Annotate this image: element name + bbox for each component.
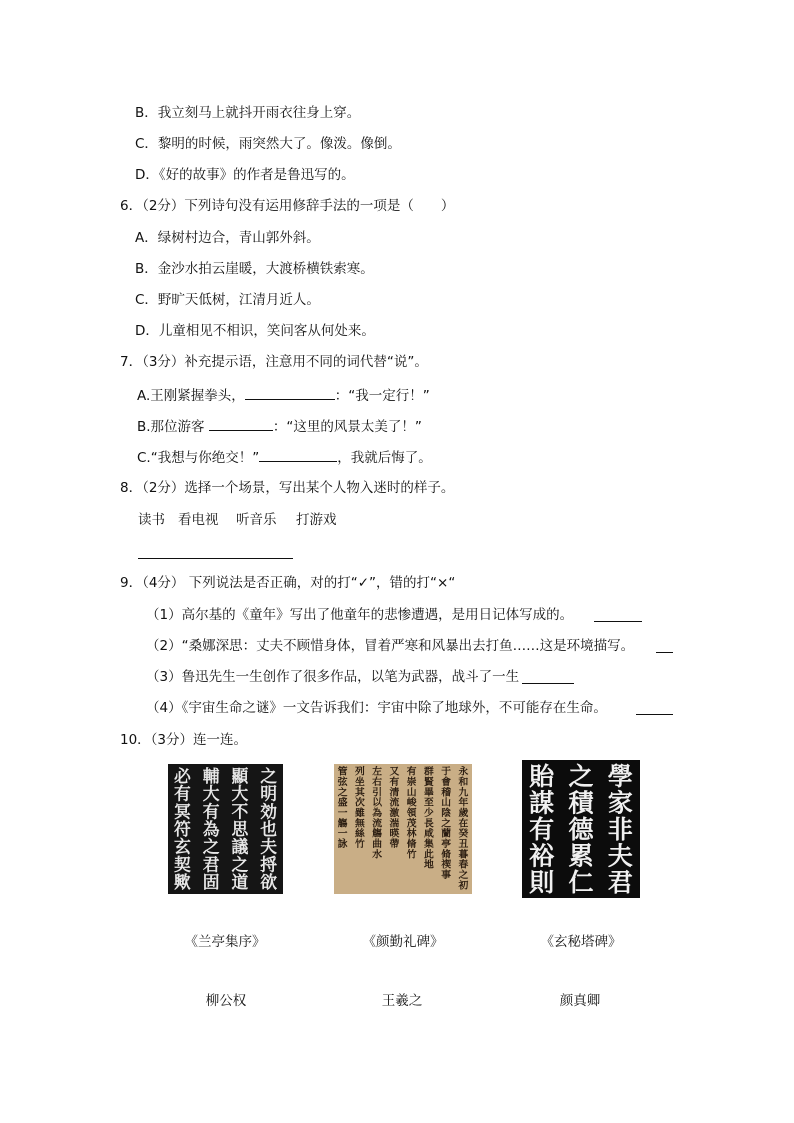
calligraphy-character: 引 xyxy=(372,787,383,799)
calligraphy-image-1-canvas xyxy=(168,764,283,894)
q8-option-3: 听音乐 xyxy=(236,512,277,528)
calligraphy-character: 裕 xyxy=(529,840,555,871)
q7-item-a xyxy=(137,385,430,405)
q6-option-d: D．儿童相见不相识，笑问客从何处来。 xyxy=(135,323,375,339)
calligraphy-image-2-canvas xyxy=(334,764,472,894)
calligraphy-character: 陰 xyxy=(441,808,452,819)
calligraphy-character: 有 xyxy=(202,801,220,822)
q9-item-2: （2）“桑娜深思：丈夫不顾惜身体，冒着严寒和风暴出去打鱼……这是环境描写。 xyxy=(146,638,635,654)
calligraphy-character: 君 xyxy=(202,854,220,875)
calligraphy-character: 絲 xyxy=(354,828,365,840)
calligraphy-character: 歟 xyxy=(173,872,191,893)
calligraphy-character: 冥 xyxy=(173,801,191,822)
calligraphy-character: 列 xyxy=(354,766,365,778)
q7-a-answer-blank[interactable] xyxy=(245,385,335,400)
calligraphy-character: 之 xyxy=(260,765,278,786)
calligraphy-character: 固 xyxy=(202,872,220,893)
calligraphy-image-2 xyxy=(334,764,472,894)
q9-item-3: （3）鲁迅先生一生创作了很多作品，以笔为武器，战斗了一生 xyxy=(146,669,520,685)
calligraphy-character: 之 xyxy=(441,818,452,830)
q5-option-d: D．《好的故事》的作者是鲁迅写的。 xyxy=(135,167,355,183)
calligraphy-character: 有 xyxy=(173,783,191,804)
calligraphy-character: 其 xyxy=(354,787,365,799)
calligraphy-character: 山 xyxy=(406,787,417,799)
author-1: 柳公权 xyxy=(205,993,247,1009)
q7-b-answer-blank[interactable] xyxy=(209,416,273,431)
calligraphy-character: 流 xyxy=(389,797,400,809)
calligraphy-character: 亭 xyxy=(441,839,452,850)
calligraphy-character: 和 xyxy=(458,777,469,788)
q6-option-b: B．金沙水拍云崖暖，大渡桥横铁索寒。 xyxy=(135,261,374,277)
calligraphy-character: 符 xyxy=(173,819,191,839)
q6-option-a: A．绿树村边合，青山郭外斜。 xyxy=(135,230,320,246)
calligraphy-character: 有 xyxy=(529,814,555,844)
calligraphy-character: 曲 xyxy=(372,839,383,850)
calligraphy-character: 為 xyxy=(372,808,383,819)
calligraphy-character: 湍 xyxy=(389,818,400,830)
q9-item-4-blank[interactable] xyxy=(636,714,673,715)
calligraphy-character: 帶 xyxy=(389,839,400,850)
calligraphy-character: 仁 xyxy=(568,866,594,897)
calligraphy-character: 之 xyxy=(231,854,249,875)
calligraphy-character: 會 xyxy=(441,777,452,788)
work-title-2: 《颜勤礼碑》 xyxy=(362,934,444,950)
q7-b-prefix: B.那位游客 xyxy=(137,419,209,435)
calligraphy-character: 之 xyxy=(337,787,348,799)
q9-item-3-blank[interactable] xyxy=(522,683,574,684)
calligraphy-character: 坐 xyxy=(354,777,365,788)
work-title-1: 《兰亭集序》 xyxy=(184,934,266,950)
calligraphy-character: 輔 xyxy=(202,765,220,786)
calligraphy-character: 少 xyxy=(423,808,434,819)
calligraphy-character: 禊 xyxy=(441,859,452,871)
calligraphy-character: 謀 xyxy=(529,787,555,818)
calligraphy-character: 次 xyxy=(354,797,365,809)
calligraphy-character: 思 xyxy=(231,819,249,839)
q7-b-suffix: ：“这里的风景太美了！” xyxy=(272,419,422,435)
calligraphy-character: 德 xyxy=(568,814,594,844)
calligraphy-character: 崇 xyxy=(406,777,417,788)
q7-item-c xyxy=(137,447,432,467)
calligraphy-character: 雖 xyxy=(354,808,365,819)
calligraphy-character: 春 xyxy=(458,859,469,871)
q5-option-c: C．黎明的时候，雨突然大了。像泼。像倒。 xyxy=(135,136,401,152)
calligraphy-character: 流 xyxy=(372,818,383,830)
q9-item-4: （4）《宇宙生命之谜》一文告诉我们：宇宙中除了地球外，不可能存在生命。 xyxy=(146,700,607,716)
calligraphy-character: 右 xyxy=(372,777,383,788)
q9-stem: 9．（4分） 下列说法是否正确，对的打“✓”，错的打“×“ xyxy=(120,575,456,591)
calligraphy-character: 事 xyxy=(441,870,452,881)
calligraphy-character: 明 xyxy=(260,783,278,804)
calligraphy-character: 畢 xyxy=(423,787,434,799)
calligraphy-character: 議 xyxy=(231,836,249,857)
q8-option-1: 读书 xyxy=(138,512,165,528)
q8-answer-line[interactable] xyxy=(138,558,293,559)
calligraphy-character: 必 xyxy=(173,765,191,786)
calligraphy-character: 一 xyxy=(337,828,348,840)
calligraphy-image-3 xyxy=(522,760,640,898)
calligraphy-character: 玄 xyxy=(173,836,191,857)
q6-option-c: C．野旷天低树，江清月近人。 xyxy=(135,292,320,308)
calligraphy-character: 則 xyxy=(529,866,555,897)
calligraphy-character: 竹 xyxy=(354,839,365,850)
calligraphy-character: 咸 xyxy=(423,828,434,840)
q9-item-2-blank[interactable] xyxy=(656,652,673,653)
calligraphy-character: 有 xyxy=(389,777,400,788)
q8-stem: 8．（2分）选择一个场景，写出某个人物入迷时的样子。 xyxy=(120,480,455,496)
calligraphy-character: 大 xyxy=(231,783,249,804)
calligraphy-character: 効 xyxy=(260,801,278,822)
calligraphy-character: 不 xyxy=(231,801,249,822)
author-3: 颜真卿 xyxy=(559,993,601,1009)
calligraphy-character: 學 xyxy=(607,761,633,792)
calligraphy-character: 年 xyxy=(458,797,469,809)
q7-c-answer-blank[interactable] xyxy=(259,447,337,462)
calligraphy-character: 欲 xyxy=(260,872,278,893)
q10-stem: 10．（3分）连一连。 xyxy=(120,732,248,748)
calligraphy-character: 脩 xyxy=(441,849,452,861)
calligraphy-character: 峻 xyxy=(406,797,417,809)
q9-item-1-blank[interactable] xyxy=(594,621,642,622)
calligraphy-character: 詠 xyxy=(337,839,348,850)
calligraphy-character: 觴 xyxy=(337,818,348,830)
calligraphy-character: 在 xyxy=(458,818,469,830)
q8-option-2: 看电视 xyxy=(178,512,219,528)
calligraphy-character: 賢 xyxy=(423,777,434,788)
calligraphy-character: 九 xyxy=(458,787,469,799)
calligraphy-character: 山 xyxy=(441,797,452,809)
calligraphy-character: 癸 xyxy=(458,828,469,840)
calligraphy-character: 之 xyxy=(458,870,469,881)
calligraphy-character: 有 xyxy=(406,766,417,778)
calligraphy-character: 大 xyxy=(202,783,220,804)
calligraphy-character: 無 xyxy=(354,818,365,830)
calligraphy-character: 貽 xyxy=(529,761,555,792)
calligraphy-character: 捋 xyxy=(260,854,278,875)
calligraphy-character: 觴 xyxy=(372,828,383,840)
calligraphy-character: 于 xyxy=(441,766,452,778)
calligraphy-character: 之 xyxy=(568,761,594,792)
q6-stem: 6．（2分）下列诗句没有运用修辞手法的一项是（ ） xyxy=(120,198,455,214)
calligraphy-character: 竹 xyxy=(406,849,417,861)
q7-c-prefix: C.“我想与你绝交！” xyxy=(137,450,260,466)
calligraphy-character: 暎 xyxy=(389,828,400,840)
calligraphy-character: 弦 xyxy=(337,777,348,788)
calligraphy-character: 地 xyxy=(423,859,434,871)
calligraphy-character: 水 xyxy=(372,849,383,861)
calligraphy-character: 清 xyxy=(389,787,400,799)
calligraphy-character: 群 xyxy=(423,766,434,778)
q9-item-1: （1）高尔基的《童年》写出了他童年的悲惨遭遇，是用日记体写成的。 xyxy=(146,607,574,623)
calligraphy-character: 之 xyxy=(202,836,220,857)
calligraphy-character: 脩 xyxy=(406,839,417,850)
calligraphy-character: 夫 xyxy=(260,836,278,857)
calligraphy-character: 蘭 xyxy=(441,828,452,840)
q7-stem: 7．（3分）补充提示语，注意用不同的词代替“说”。 xyxy=(120,354,428,370)
calligraphy-character: 積 xyxy=(568,787,594,818)
q7-a-suffix: ：“我一定行！” xyxy=(334,388,430,404)
calligraphy-character: 以 xyxy=(372,797,383,809)
calligraphy-character: 初 xyxy=(458,880,469,892)
calligraphy-character: 左 xyxy=(372,766,383,778)
calligraphy-character: 茂 xyxy=(406,818,417,830)
q8-option-4: 打游戏 xyxy=(296,512,337,528)
calligraphy-character: 盛 xyxy=(337,797,348,809)
calligraphy-character: 長 xyxy=(423,818,434,830)
calligraphy-character: 此 xyxy=(423,849,434,861)
calligraphy-character: 君 xyxy=(607,866,633,897)
calligraphy-image-3-canvas xyxy=(522,760,640,898)
calligraphy-character: 為 xyxy=(202,819,220,839)
calligraphy-character: 家 xyxy=(607,787,633,818)
calligraphy-character: 也 xyxy=(260,819,278,839)
q7-a-prefix: A.王刚紧握拳头， xyxy=(137,388,245,404)
calligraphy-character: 至 xyxy=(423,797,434,809)
calligraphy-character: 道 xyxy=(231,872,249,893)
calligraphy-character: 領 xyxy=(406,808,417,819)
calligraphy-character: 管 xyxy=(337,766,348,778)
work-title-3: 《玄秘塔碑》 xyxy=(540,934,622,950)
calligraphy-character: 一 xyxy=(337,808,348,819)
calligraphy-character: 夫 xyxy=(607,840,633,871)
author-2: 王羲之 xyxy=(381,993,423,1009)
calligraphy-character: 契 xyxy=(173,854,191,875)
calligraphy-character: 稽 xyxy=(441,787,452,799)
calligraphy-image-1 xyxy=(168,764,283,894)
calligraphy-character: 顯 xyxy=(231,765,249,786)
calligraphy-character: 又 xyxy=(389,766,400,778)
calligraphy-character: 歲 xyxy=(458,808,469,819)
q7-item-b xyxy=(137,416,422,436)
calligraphy-character: 累 xyxy=(568,840,594,871)
calligraphy-character: 激 xyxy=(389,808,400,819)
calligraphy-character: 林 xyxy=(406,828,417,840)
calligraphy-character: 丑 xyxy=(458,839,469,850)
q5-option-b: B．我立刻马上就抖开雨衣往身上穿。 xyxy=(135,105,361,121)
calligraphy-character: 集 xyxy=(423,839,434,850)
q7-c-suffix: ，我就后悔了。 xyxy=(337,450,432,466)
calligraphy-character: 永 xyxy=(458,766,469,778)
calligraphy-character: 非 xyxy=(607,814,633,844)
calligraphy-character: 暮 xyxy=(458,849,469,861)
